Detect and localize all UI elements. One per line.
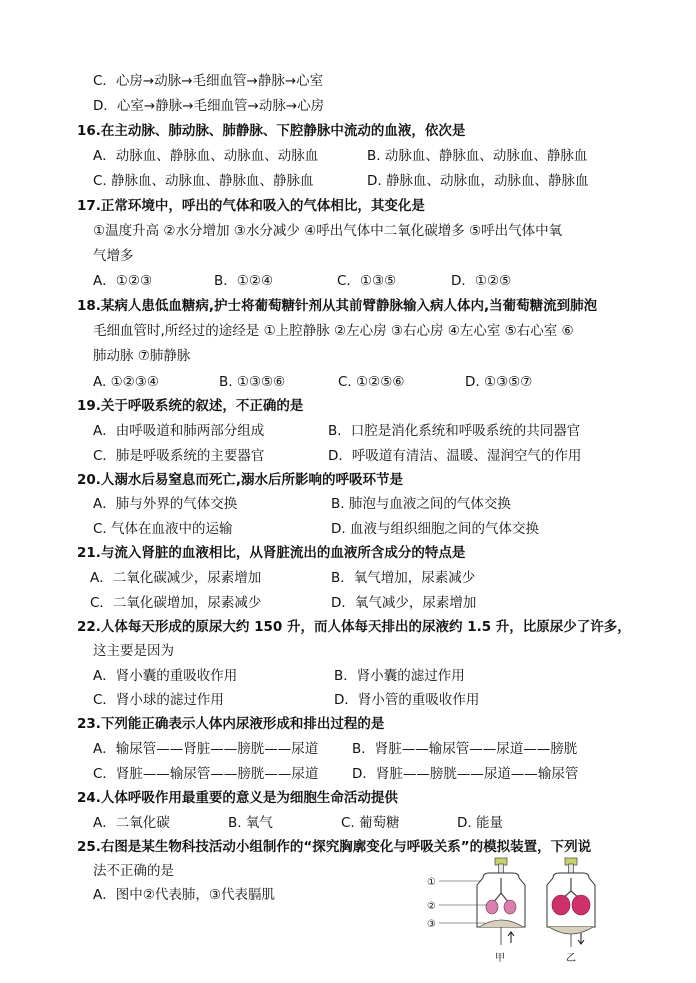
q24-option-c: C. 葡萄糖 xyxy=(341,815,400,831)
q20-option-c: C. 气体在血液中的运输 xyxy=(93,521,233,537)
q20-stem: 20.人溺水后易窒息而死亡,溺水后所影响的呼吸环节是 xyxy=(77,472,404,488)
q15-option-d: D．心室→静脉→毛细血管→动脉→心房 xyxy=(93,98,325,114)
q18-option-b: B. ①③⑤⑥ xyxy=(219,374,286,390)
q23-option-c: C．肾脏——输尿管——膀胱——尿道 xyxy=(93,766,319,782)
label-jar-yi: 乙 xyxy=(566,953,576,964)
q21-option-b: B．氧气增加，尿素减少 xyxy=(331,570,476,586)
q17-option-d: D．①②⑤ xyxy=(451,273,512,289)
q17-items-line1: ①温度升高 ②水分增加 ③水分减少 ④呼出气体中二氧化碳增多 ⑤呼出气体中氧 xyxy=(93,223,563,239)
q20-option-d: D. 血液与组织细胞之间的气体交换 xyxy=(331,521,539,537)
q25-stem-line2: 法不正确的是 xyxy=(93,863,174,879)
q19-option-d: D．呼吸道有清洁、温暖、湿润空气的作用 xyxy=(328,448,582,464)
q23-stem: 23.下列能正确表示人体内尿液形成和排出过程的是 xyxy=(77,716,385,732)
q17-items-line2: 气增多 xyxy=(93,248,134,264)
q21-option-d: D．氧气减少，尿素增加 xyxy=(331,595,477,611)
q21-option-c: C．二氧化碳增加，尿素减少 xyxy=(90,595,262,611)
q18-option-d: D. ①③⑤⑦ xyxy=(465,374,533,390)
label-jar-jia: 甲 xyxy=(495,953,505,964)
q16-stem: 16.在主动脉、肺动脉、肺静脉、下腔静脉中流动的血液，依次是 xyxy=(77,123,466,139)
q23-option-a: A．输尿管——肾脏——膀胱——尿道 xyxy=(93,741,319,757)
jar-yi xyxy=(547,858,595,947)
q19-option-a: A．由呼吸道和肺两部分组成 xyxy=(93,423,265,439)
q22-option-b: B．肾小囊的滤过作用 xyxy=(334,668,465,684)
q20-option-b: B. 肺泡与血液之间的气体交换 xyxy=(331,496,511,512)
q18-stem-line2: 毛细血管时,所经过的途经是 ①上腔静脉 ②左心房 ③右心房 ④左心室 ⑤右心室 ⑥ xyxy=(93,323,574,339)
q19-option-c: C．肺是呼吸系统的主要器官 xyxy=(93,448,265,464)
q24-option-a: A．二氧化碳 xyxy=(93,815,170,831)
q17-option-a: A．①②③ xyxy=(93,273,153,289)
q25-stem-line1: 25.右图是某生物科技活动小组制作的“探究胸廓变化与呼吸关系”的模拟装置，下列说 xyxy=(77,839,592,855)
q24-option-b: B. 氧气 xyxy=(228,815,273,831)
q25-option-a: A．图中②代表肺，③代表膈肌 xyxy=(93,887,275,903)
q17-option-c: C．①③⑤ xyxy=(337,273,397,289)
breathing-model-figure xyxy=(425,855,625,983)
q16-option-c: C. 静脉血、动脉血、静脉血、静脉血 xyxy=(93,173,314,189)
q17-option-b: B．①②④ xyxy=(214,273,274,289)
q23-option-b: B．肾脏——输尿管——尿道——膀胱 xyxy=(352,741,578,757)
label-1: ① xyxy=(427,877,436,888)
q22-option-c: C．肾小球的滤过作用 xyxy=(93,692,224,708)
q21-option-a: A．二氧化碳减少，尿素增加 xyxy=(90,570,262,586)
q18-option-c: C. ①②⑤⑥ xyxy=(338,374,405,390)
q21-stem: 21.与流入肾脏的血液相比，从肾脏流出的血液所含成分的特点是 xyxy=(77,545,466,561)
q18-stem-line3: 肺动脉 ⑦肺静脉 xyxy=(93,348,191,364)
q18-option-a: A. ①②③④ xyxy=(93,374,159,390)
q19-stem: 19.关于呼吸系统的叙述，不正确的是 xyxy=(77,398,304,414)
label-3: ③ xyxy=(427,919,436,930)
q19-option-b: B．口腔是消化系统和呼吸系统的共同器官 xyxy=(328,423,581,439)
q23-option-d: D．肾脏——膀胱——尿道——输尿管 xyxy=(352,766,579,782)
q22-option-d: D．肾小管的重吸收作用 xyxy=(334,692,480,708)
q24-option-d: D. 能量 xyxy=(457,815,503,831)
q18-stem-line1: 18.某病人患低血糖病,护士将葡萄糖针剂从其前臂静脉输入病人体内,当葡萄糖流到肺泡 xyxy=(77,298,598,314)
q20-option-a: A．肺与外界的气体交换 xyxy=(93,496,238,512)
q22-option-a: A．肾小囊的重吸收作用 xyxy=(93,668,238,684)
q16-option-b: B. 动脉血、静脉血、动脉血、静脉血 xyxy=(367,148,588,164)
q22-stem-line2: 这主要是因为 xyxy=(93,643,174,659)
label-2: ② xyxy=(427,901,436,912)
q15-option-c: C．心房→动脉→毛细血管→静脉→心室 xyxy=(93,73,324,89)
q17-stem: 17.正常环境中，呼出的气体和吸入的气体相比，其变化是 xyxy=(77,198,425,214)
q24-stem: 24.人体呼吸作用最重要的意义是为细胞生命活动提供 xyxy=(77,790,398,806)
jar-jia xyxy=(477,858,525,945)
q22-stem-line1: 22.人体每天形成的原尿大约 150 升，而人体每天排出的尿液约 1.5 升，比原尿少了许多， xyxy=(77,619,631,635)
q16-option-d: D. 静脉血、动脉血，动脉血、静脉血 xyxy=(367,173,589,189)
q16-option-a: A．动脉血、静脉血、动脉血、动脉血 xyxy=(93,148,319,164)
